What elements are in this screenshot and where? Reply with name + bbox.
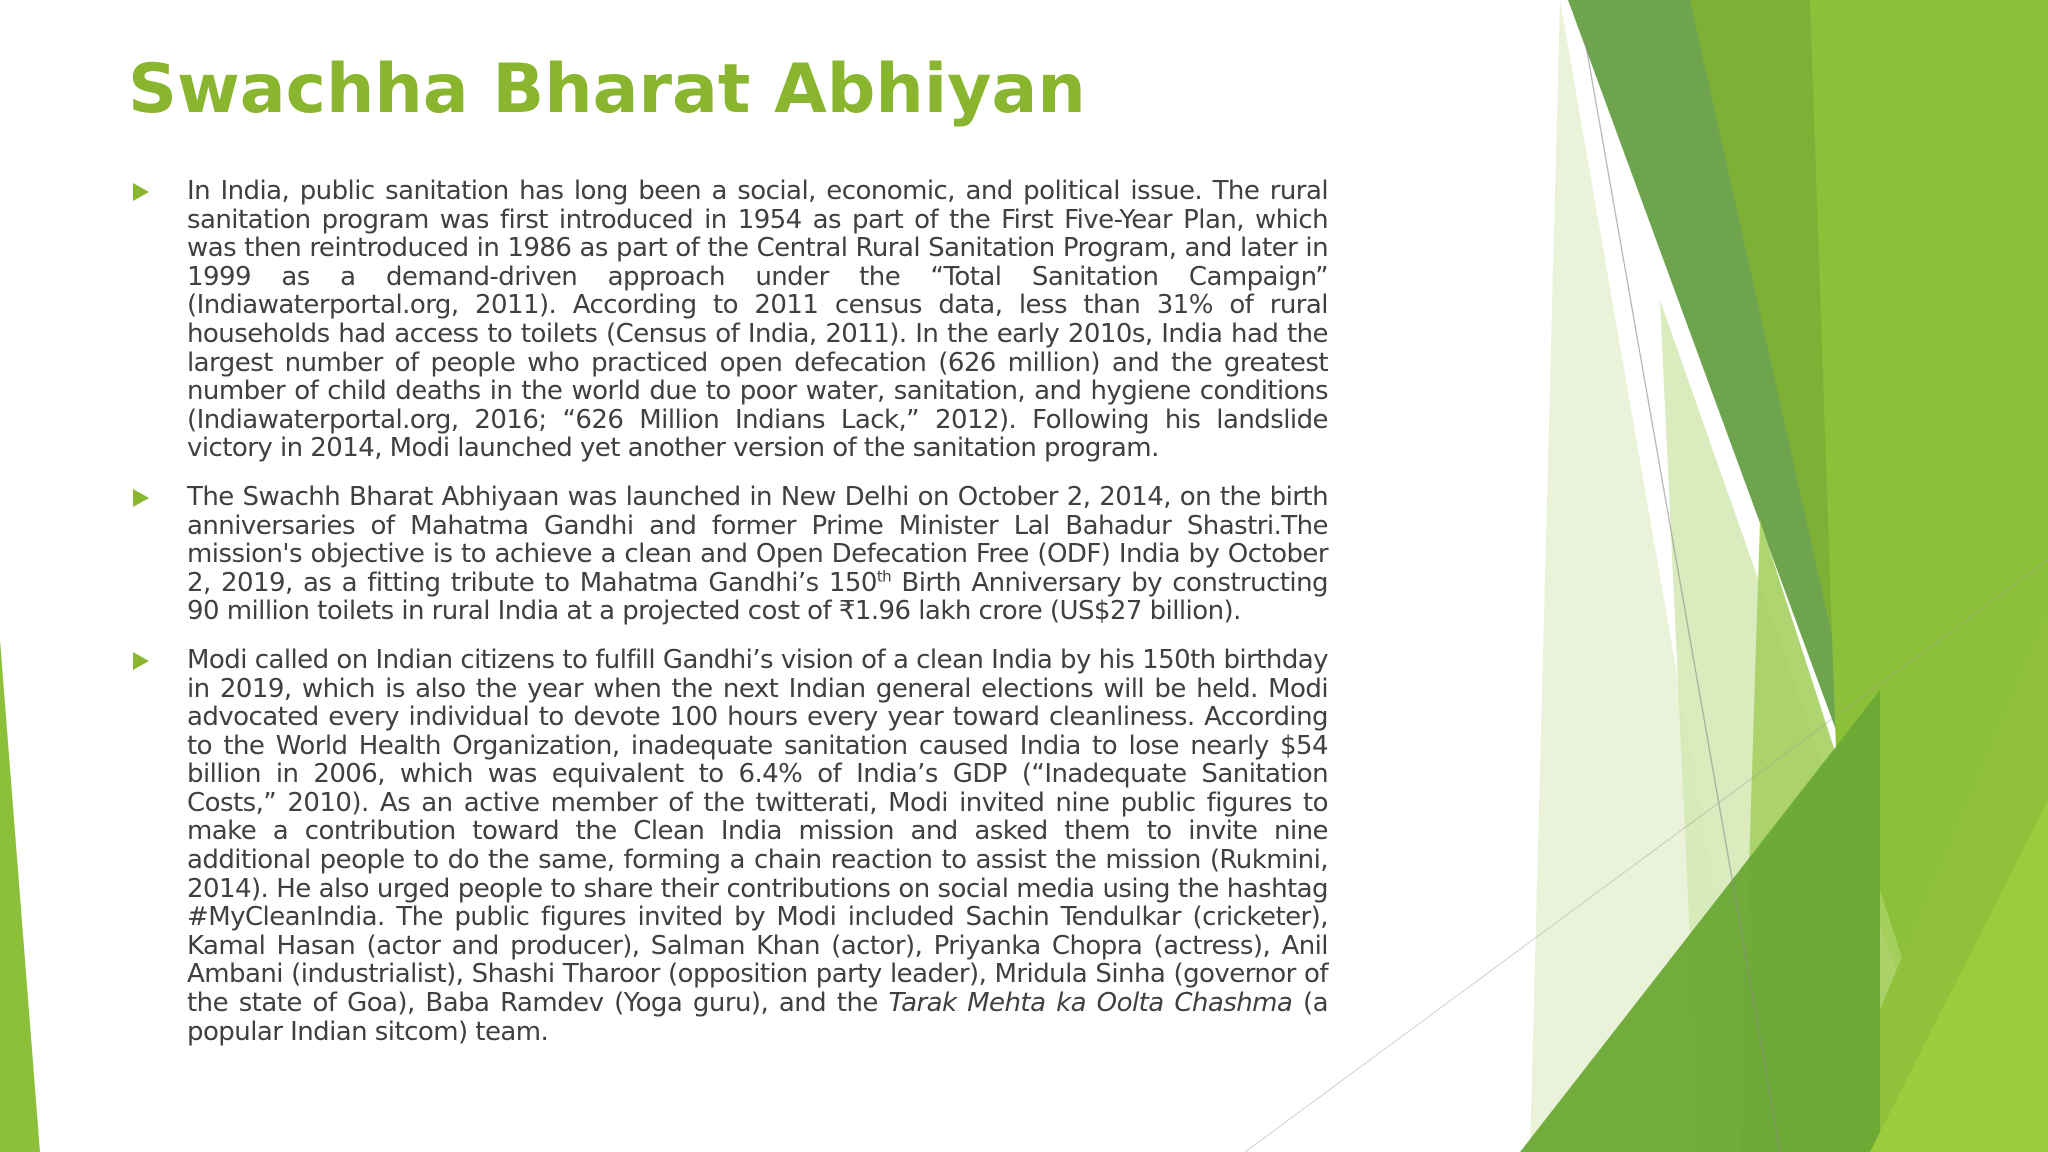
page-title: Swachha Bharat Abhiyan bbox=[128, 50, 1086, 129]
bullet-text-part: (a popular Indian sitcom) team. bbox=[187, 988, 1328, 1047]
bullet-text-part: Modi called on Indian citizens to fulfill Gandhi’s vision of a clean India by his 150th birthday in 2019, which is also the year when the next Indian general elections will be held. Modi advocated every individual to devote 100 hours every year toward cleanliness. According to the World Health Organization, inadequate sanitation caused India to lose nearly $54 billion in 2006, which was equivalent to 6.4% of India’s GDP (“Inadequate Sanitation Costs,” 2010). As an active member of the twitterati, Modi invited nine public figures to make a contribution toward the Clean India mission and asked them to invite nine additional people to do the same, forming a chain reaction to assist the mission (Rukmini, 2014). He also urged people to share their contributions on social media using the hashtag #MyCleanIndia. The public figures invited by Modi included Sachin Tendulkar (cricketer), Kamal Hasan (actor and producer), Salman Khan (actor), Priyanka Chopra (actress), Anil Ambani (industrialist), Shashi Tharoor (opposition party leader), Mridula Sinha (governor of the state of Goa), Baba Ramdev (Yoga guru), and the bbox=[187, 644, 1328, 1019]
bullet-arrow-icon bbox=[133, 489, 149, 507]
italic-title: Tarak Mehta ka Oolta Chashma bbox=[888, 988, 1293, 1019]
bullet-text: In India, public sanitation has long been a social, economic, and political issue. The rural sanitation program was first introduced in 1954 as part of the First Five-Year Plan, which was then reintroduced in 1986 as part of the Central Rural Sanitation Program, and later in 1999 as a demand-driven approach under the “Total Sanitation Campaign” (Indiawaterportal.org, 2011). According to 2011 census data, less than 31% of rural households had access to toilets (Census of India, 2011). In the early 2010s, India had the largest number of people who practiced open defecation (626 million) and the greatest number of child deaths in the world due to poor water, sanitation, and hygiene conditions (Indiawaterportal.org, 2016; “626 Million Indians Lack,” 2012). Following his landslide victory in 2014, Modi launched yet another version of the sanitation program. bbox=[187, 176, 1328, 464]
bullet-text bbox=[187, 483, 1328, 626]
bullet-item bbox=[133, 646, 1328, 1046]
bullet-text-part: The Swachh Bharat Abhiyaan was launched in New Delhi on October 2, 2014, on the birth anniversaries of Mahatma Gandhi and former Prime Minister Lal Bahadur Shastri.The mission's objective is to achieve a clean and Open Defecation Free (ODF) India by October 2, 2019, as a fitting tribute to Mahatma Gandhi’s 150 bbox=[187, 481, 1328, 598]
bullet-item bbox=[133, 483, 1328, 626]
bullet-list bbox=[133, 177, 1328, 1066]
bullet-text bbox=[187, 646, 1328, 1046]
superscript: th bbox=[876, 567, 892, 586]
bullet-arrow-icon bbox=[133, 652, 149, 670]
decor-facet-left bbox=[0, 640, 40, 1152]
bullet-text-part: Birth Anniversary by constructing 90 million toilets in rural India at a projected cost of ₹1.96 lakh crore (US$27 billion). bbox=[187, 567, 1328, 627]
bullet-item bbox=[133, 177, 1328, 463]
bullet-arrow-icon bbox=[133, 183, 149, 201]
